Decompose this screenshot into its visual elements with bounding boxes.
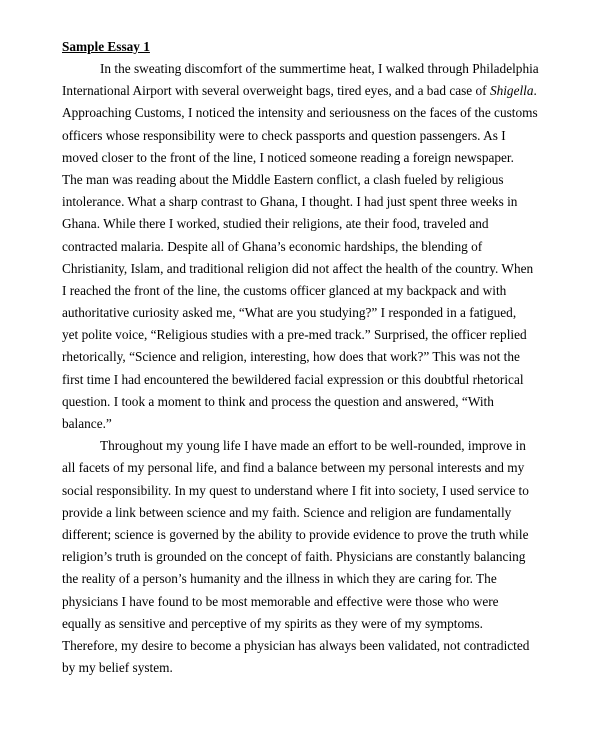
line-text-end: . bbox=[533, 83, 537, 99]
line-text: all facets of my personal life, and find a balance between my personal interests and my bbox=[62, 460, 525, 476]
line-text: balance.” bbox=[62, 416, 112, 431]
line-text: rhetorically, “Science and religion, interesting, how does that work?” This was not the bbox=[62, 349, 520, 365]
text-line bbox=[62, 302, 536, 324]
line-text: yet polite voice, “Religious studies with a pre-med track.” Surprised, the officer replied bbox=[62, 327, 527, 343]
text-line bbox=[62, 169, 536, 191]
line-text: different; science is governed by the ability to provide evidence to prove the truth while bbox=[62, 526, 529, 542]
line-text: The man was reading about the Middle Eastern conflict, a clash fueled by religious bbox=[62, 171, 504, 187]
line-text: I reached the front of the line, the customs officer glanced at my backpack and with bbox=[62, 282, 507, 298]
line-text: religion’s truth is grounded on the concept of faith. Physicians are constantly balancing bbox=[62, 549, 526, 565]
text-line bbox=[62, 191, 536, 213]
line-text: provide a link between science and my faith. Science and religion are fundamentally bbox=[62, 504, 512, 520]
text-line bbox=[62, 369, 536, 391]
paragraph-1 bbox=[62, 58, 539, 435]
text-line bbox=[62, 58, 539, 80]
text-line bbox=[62, 568, 536, 590]
text-line bbox=[62, 213, 536, 235]
line-text: officers whose responsibility were to check passports and question passengers. As I bbox=[62, 127, 506, 143]
text-line bbox=[62, 80, 536, 102]
line-text: by my belief system. bbox=[62, 660, 173, 676]
text-line bbox=[62, 546, 536, 568]
line-text: intolerance. What a sharp contrast to Ghana, I thought. I had just spent three weeks in bbox=[62, 194, 518, 210]
line-text: moved closer to the front of the line, I noticed someone reading a foreign newspaper. bbox=[62, 149, 514, 165]
text-line bbox=[62, 457, 536, 479]
text-line bbox=[62, 635, 536, 657]
text-line bbox=[62, 435, 536, 457]
line-text: question. I took a moment to think and process the question and answered, “With bbox=[62, 393, 494, 409]
text-line bbox=[62, 591, 536, 613]
text-line bbox=[62, 236, 536, 258]
line-text: Ghana. While there I worked, studied their religions, ate their food, traveled and bbox=[62, 216, 489, 232]
line-text: Christianity, Islam, and traditional religion did not affect the health of the country. When bbox=[62, 260, 534, 276]
line-text: the reality of a person’s humanity and the illness in which they are caring for. The bbox=[62, 571, 497, 587]
text-line bbox=[62, 346, 536, 368]
text-line bbox=[62, 480, 536, 502]
essay-title: Sample Essay 1 bbox=[62, 39, 150, 54]
line-text: Throughout my young life I have made an effort to be well-rounded, improve in bbox=[100, 438, 526, 454]
line-text: authoritative curiosity asked me, “What are you studying?” I responded in a fatigued, bbox=[62, 305, 517, 321]
text-line bbox=[62, 613, 536, 635]
text-line bbox=[62, 413, 536, 435]
text-line bbox=[62, 102, 536, 124]
paragraph-2 bbox=[62, 435, 536, 679]
line-text: equally as sensitive and perceptive of my spirits as they were of my symptoms. bbox=[62, 615, 483, 631]
line-text: social responsibility. In my quest to understand where I fit into society, I used service to bbox=[62, 482, 529, 498]
text-line bbox=[62, 258, 536, 280]
italic-term: Shigella bbox=[489, 83, 534, 99]
text-line bbox=[62, 657, 536, 679]
text-line bbox=[62, 280, 536, 302]
text-line bbox=[62, 147, 536, 169]
text-line bbox=[62, 502, 536, 524]
line-text: physicians I have found to be most memorable and effective were those who were bbox=[62, 593, 499, 609]
line-text: International Airport with several overweight bags, tired eyes, and a bad case of bbox=[62, 83, 490, 99]
line-text: In the sweating discomfort of the summertime heat, I walked through Philadelphia bbox=[100, 61, 539, 76]
text-line bbox=[62, 391, 536, 413]
line-text: first time I had encountered the bewildered facial expression or this doubtful rhetorical bbox=[62, 371, 524, 387]
line-text: Therefore, my desire to become a physician has always been validated, not contradicted bbox=[62, 637, 530, 653]
line-text: Approaching Customs, I noticed the intensity and seriousness on the faces of the customs bbox=[62, 105, 538, 121]
document-page bbox=[62, 36, 539, 679]
text-line bbox=[62, 324, 536, 346]
line-text: contracted malaria. Despite all of Ghana’s economic hardships, the blending of bbox=[62, 238, 483, 254]
text-line bbox=[62, 125, 536, 147]
text-line bbox=[62, 524, 536, 546]
